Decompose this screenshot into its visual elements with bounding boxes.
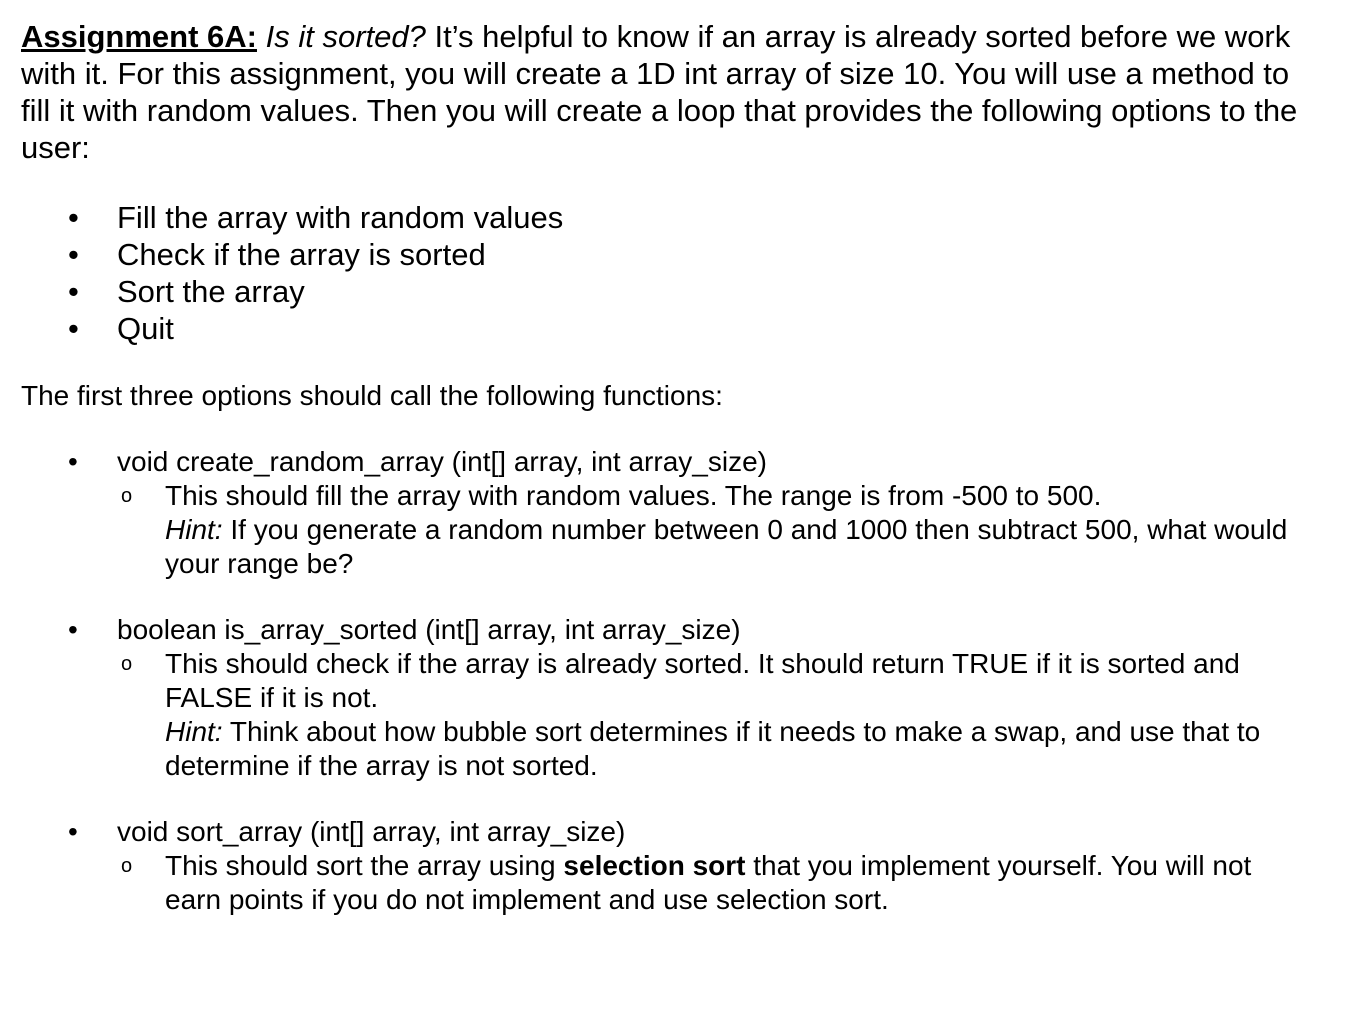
function-description bbox=[21, 849, 1295, 917]
bullet-icon: • bbox=[68, 200, 79, 235]
assignment-intro bbox=[21, 18, 1311, 166]
bullet-icon: • bbox=[68, 237, 79, 272]
function-description bbox=[21, 479, 1295, 581]
list-item bbox=[21, 199, 1351, 236]
functions-intro: The first three options should call the following functions: bbox=[21, 380, 723, 411]
assignment-description: It’s helpful to know if an array is already sorted before we work with it. For this assignment, you will create a 1D int array of size 10. You will use a method to fill it with random values. Then you will create a loop that provides the following options to the user: bbox=[21, 19, 1298, 165]
signature-text: void create_random_array (int[] array, int array_size) bbox=[117, 446, 767, 477]
hint-text bbox=[165, 513, 1295, 581]
hint-text bbox=[165, 715, 1295, 783]
description-text: This should fill the array with random values. The range is from -500 to 500. bbox=[165, 480, 1102, 511]
description-text bbox=[165, 849, 1295, 917]
description-after: that you implement yourself. You will not earn points if you do not implement and use selection sort. bbox=[165, 850, 1252, 915]
option-label: Quit bbox=[117, 311, 174, 346]
sub-bullet-icon: o bbox=[121, 653, 133, 675]
description-emphasis: selection sort bbox=[563, 850, 746, 881]
list-item bbox=[21, 273, 1351, 310]
function-signature bbox=[21, 613, 1351, 647]
bullet-icon: • bbox=[68, 311, 79, 346]
bullet-icon: • bbox=[68, 816, 78, 847]
function-item-is-array-sorted bbox=[21, 613, 1351, 783]
assignment-document bbox=[21, 18, 1351, 949]
hint-body: Think about how bubble sort determines if it needs to make a swap, and use that to determine if the array is not sorted. bbox=[165, 716, 1261, 781]
list-item bbox=[21, 310, 1351, 347]
option-label: Fill the array with random values bbox=[117, 200, 564, 235]
signature-text: boolean is_array_sorted (int[] array, int array_size) bbox=[117, 614, 741, 645]
description-text: This should check if the array is already sorted. It should return TRUE if it is sorted and FALSE if it is not. bbox=[165, 648, 1240, 713]
bullet-icon: • bbox=[68, 446, 78, 477]
menu-options-list bbox=[21, 199, 1351, 347]
bullet-icon: • bbox=[68, 614, 78, 645]
hint-label: Hint: bbox=[165, 514, 223, 545]
bullet-icon: • bbox=[68, 274, 79, 309]
signature-text: void sort_array (int[] array, int array_size) bbox=[117, 816, 626, 847]
list-item bbox=[21, 236, 1351, 273]
assignment-heading: Assignment 6A: bbox=[21, 19, 257, 54]
functions-list bbox=[21, 445, 1351, 917]
hint-label: Hint: bbox=[165, 716, 223, 747]
assignment-question: Is it sorted? bbox=[265, 19, 426, 54]
description-before: This should sort the array using bbox=[165, 850, 564, 881]
function-item-create-random-array bbox=[21, 445, 1351, 581]
function-item-sort-array bbox=[21, 815, 1351, 917]
option-label: Sort the array bbox=[117, 274, 305, 309]
option-label: Check if the array is sorted bbox=[117, 237, 486, 272]
function-signature bbox=[21, 445, 1351, 479]
sub-bullet-icon: o bbox=[121, 855, 133, 877]
sub-bullet-icon: o bbox=[121, 485, 133, 507]
function-signature bbox=[21, 815, 1351, 849]
hint-body: If you generate a random number between 0 and 1000 then subtract 500, what would your range be? bbox=[165, 514, 1288, 579]
function-description bbox=[21, 647, 1295, 783]
